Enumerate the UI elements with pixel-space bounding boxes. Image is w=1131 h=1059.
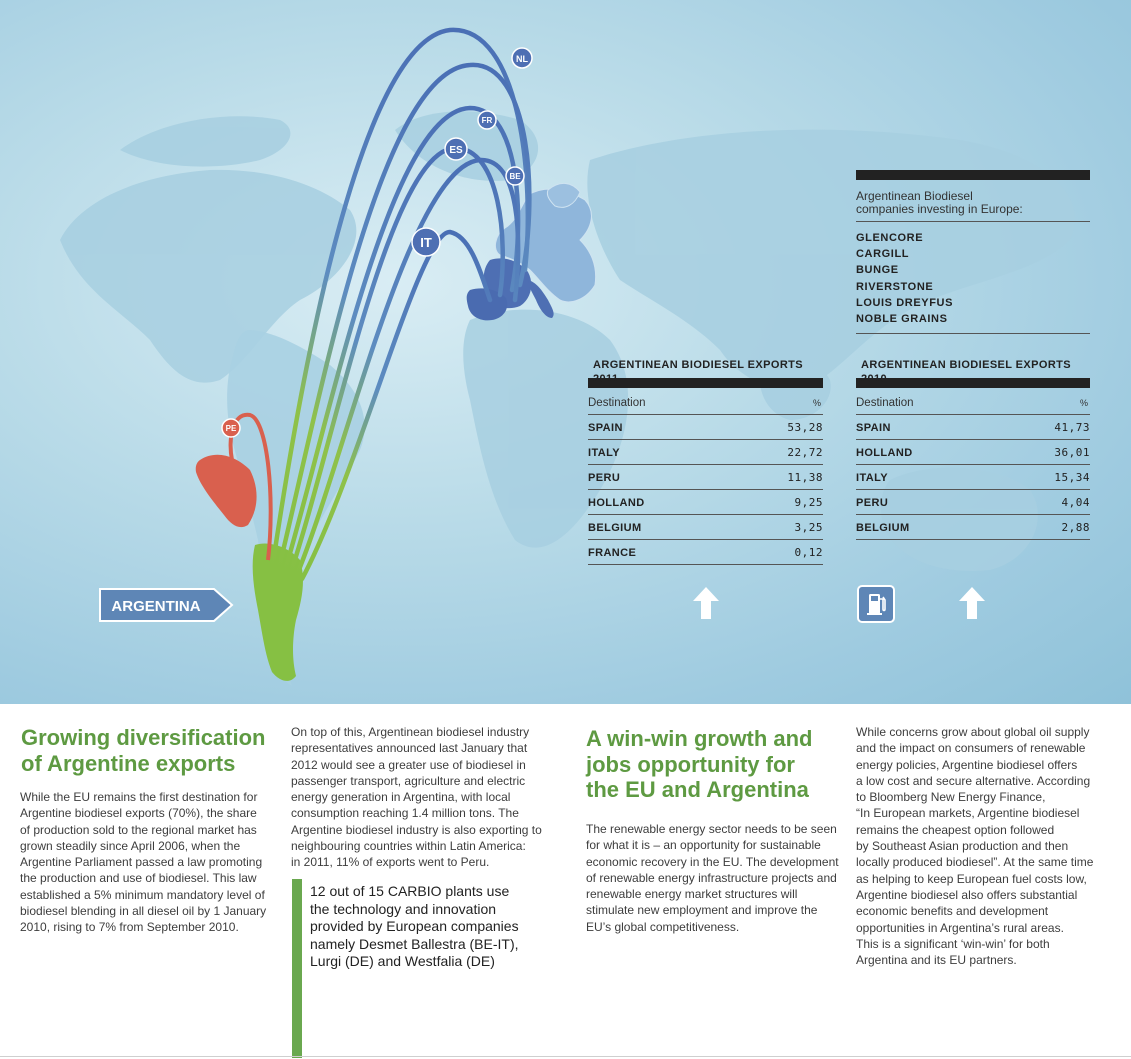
text-line: economic recovery in the EU. The development [586,854,839,869]
row-country: PERU [856,497,889,509]
row-value: 0,12 [794,546,823,559]
fuel-pump-icon [857,585,895,623]
row-country: SPAIN [856,422,891,434]
quote-text [310,883,538,971]
text-line: Argentine biodiesel also offers substantial [856,887,1078,902]
companies-box [856,170,1090,334]
row-country: BELGIUM [856,522,910,534]
bubble-it-label: IT [420,235,432,250]
text-line: grown steadily since April 2006, when the [20,838,241,853]
row-country: ITALY [588,447,620,459]
bubble-es-label: ES [449,145,463,156]
company-item: NOBLE GRAINS [856,313,948,326]
col-percent: % [1079,398,1088,408]
row-country: PERU [588,472,621,484]
bubble-be-label: BE [509,172,521,181]
text-line: and the impact on consumers of renewable [856,741,1086,756]
table-row [588,490,823,515]
text-line: 2012 would see a greater use of biodiesel in [291,757,526,772]
text-line: 2010, rising to 7% from September 2010. [20,920,239,935]
text-line: Argentine biodiesel exports (70%), the share [20,806,257,821]
row-country: HOLLAND [588,497,645,509]
heading-win-win [586,726,846,803]
text-line: a low cost and secure alternative. According [856,773,1091,788]
col-destination: Destination [588,397,646,409]
row-country: HOLLAND [856,447,913,459]
article-col-3 [586,821,848,935]
text-line: established a 5% minimum mandatory level of [20,887,265,902]
text-line: Argentine Parliament passed a law promoting [20,855,263,870]
row-value: 36,01 [1054,446,1090,459]
row-value: 9,25 [794,496,823,509]
table-row [856,440,1090,465]
text-line: This is a significant ‘win-win’ for both [856,936,1050,951]
quote-bar [292,879,302,1058]
companies-title-line1: Argentinean Biodiesel [856,189,973,203]
table-row [856,415,1090,440]
text-line: of renewable energy infrastructure projects and [586,870,837,885]
table-row [856,465,1090,490]
text-line: The renewable energy sector needs to be seen [586,822,837,836]
text-line: On top of this, Argentinean biodiesel industry [291,725,530,739]
text-line: EU’s global competitiveness. [586,919,740,934]
company-item: BUNGE [856,264,899,277]
text-line: locally produced biodiesel”. At the same time [856,855,1094,870]
col-destination: Destination [856,397,914,409]
row-value: 22,72 [787,446,823,459]
row-country: ITALY [856,472,888,484]
quote-line: 12 out of 15 CARBIO plants use [310,883,510,899]
exports-2010-title: ARGENTINEAN BIODIESEL EXPORTS 2010 [861,359,1072,385]
row-value: 15,34 [1054,471,1090,484]
pull-quote [292,879,542,1058]
heading2-line: the EU and Argentina [586,777,809,802]
row-value: 3,25 [794,521,823,534]
text-line: to Bloomberg New Energy Finance, [856,790,1046,805]
company-item: GLENCORE [856,232,924,244]
row-country: SPAIN [588,422,623,434]
heading2-line: jobs opportunity for [586,751,795,777]
text-line: stimulate new employment and improve the [586,903,818,918]
bottom-rule [0,1056,1131,1057]
company-item: RIVERSTONE [856,280,934,293]
exports-2011-header [588,392,823,415]
text-line: neighbouring countries within Latin America: [291,839,526,854]
argentina-label [98,587,234,623]
row-value: 4,04 [1061,496,1090,509]
table-row [856,515,1090,540]
text-line: consumption reaching 1.4 million tons. The [291,806,519,821]
companies-bar [856,170,1090,180]
table-row [588,415,823,440]
heading1-line: of Argentine exports [21,750,236,776]
text-line: energy policies, Argentine biodiesel offers [856,757,1078,772]
text-line: the production and use of biodiesel. This law [20,871,257,886]
article-col-1 [20,789,280,936]
text-line: While the EU remains the first destination for [20,790,258,804]
heading1-line: Growing diversification [21,725,266,750]
exports-2011-bar [588,378,823,388]
exports-2011-title: ARGENTINEAN BIODIESEL EXPORTS 2011 [593,359,804,385]
row-value: 41,73 [1054,421,1090,434]
row-value: 2,88 [1061,521,1090,534]
arrow-up-icon [958,586,986,620]
exports-2011-table [588,358,823,565]
text-line: remains the cheapest option followed [856,822,1055,837]
text-line: as helping to keep European fuel costs low, [856,871,1087,886]
text-line: passenger transport, agriculture and electric [291,773,526,788]
table-row [588,465,823,490]
bubble-nl-label: NL [516,54,528,64]
article-col-4 [856,724,1124,968]
text-line: in 2011, 11% of exports went to Peru. [291,855,490,870]
article-col-2 [291,724,553,871]
text-line: representatives announced last January that [291,741,528,756]
heading2-line: A win-win growth and [586,726,813,751]
quote-line: Lurgi (DE) and Westfalia (DE) [310,953,495,969]
quote-line: namely Desmet Ballestra (BE-IT), [310,935,519,952]
table-row [856,490,1090,515]
row-value: 53,28 [787,421,823,434]
argentina-label-text: ARGENTINA [111,598,201,615]
text-line: “In European markets, Argentine biodiesel [856,806,1080,821]
company-item: CARGILL [856,248,910,261]
row-country: BELGIUM [588,522,642,534]
exports-2010-header [856,392,1090,415]
text-line: energy generation in Argentina, with local [291,790,511,805]
text-line: Argentina and its EU partners. [856,953,1017,968]
companies-title [856,190,1090,222]
bubble-fr-label: FR [481,116,493,125]
quote-line: provided by European companies [310,918,519,934]
text-line: biodiesel blending in all diesel oil by 1 January [20,904,267,919]
row-country: FRANCE [588,547,637,559]
companies-list [856,230,1090,334]
text-line: renewable energy market structures will [586,887,798,902]
table-row [588,440,823,465]
row-value: 11,38 [787,471,823,484]
arrow-up-icon [692,586,720,620]
companies-title-line2: companies investing in Europe: [856,202,1023,216]
exports-2010-table [856,358,1090,540]
text-line: by Southeast Asian production and then [856,839,1069,854]
text-line: opportunities in Argentina’s rural areas. [856,920,1064,935]
text-line: for what it is – an opportunity for sustainable [586,838,821,853]
bubble-pe-label: PE [225,424,237,433]
text-line: of production sold to the regional market has [20,822,257,837]
table-row [588,540,823,565]
text-line: Argentine biodiesel industry is also exporting to [291,822,542,837]
text-line: economic benefits and development [856,904,1049,919]
text-line: While concerns grow about global oil supply [856,725,1090,739]
exports-2010-bar [856,378,1090,388]
heading-growing-diversification [21,725,276,776]
quote-line: the technology and innovation [310,900,497,917]
col-percent: % [812,398,821,408]
company-item: LOUIS DREYFUS [856,296,954,309]
table-row [588,515,823,540]
